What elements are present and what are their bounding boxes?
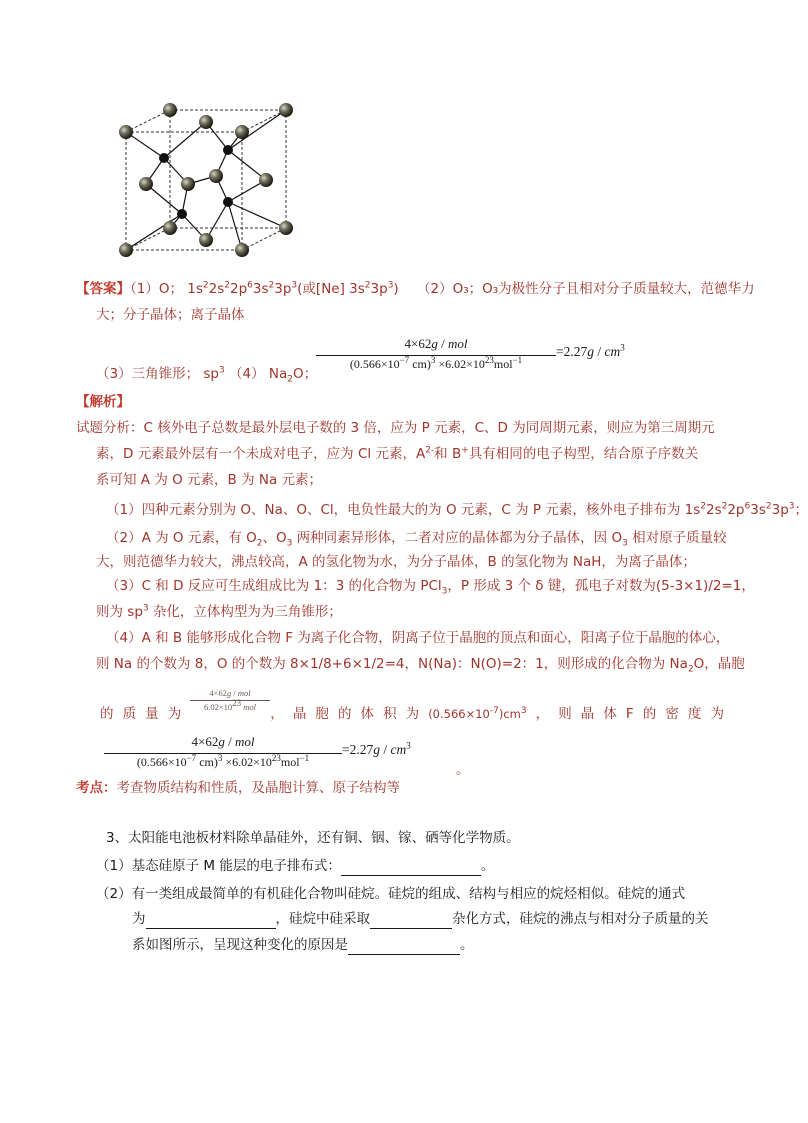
- crystal-structure-image: [112, 100, 308, 262]
- answer-blank-4[interactable]: [348, 940, 460, 955]
- analysis-line-4: （1）四种元素分别为 O、Na、O、Cl，电负性最大的为 O 元素，C 为 P 元素，核外电子排布为 $1s^22s^22p^63s^23p^3$；: [106, 501, 808, 518]
- analysis-line-9: （4）A 和 B 能够形成化合物 F 为离子化合物，阴离子位于晶胞的顶点和面心，阳离子位于晶胞的体心，: [106, 630, 730, 646]
- question-3-part-1: （1）基态硅原子 M 能层的电子排布式： 。: [96, 858, 495, 874]
- analysis-line-3: 系可知 A 为 O 元素，B 为 Na 元素；: [96, 472, 323, 488]
- answer-blank-1[interactable]: [341, 861, 481, 876]
- density-formula-1: 4×62g / mol ($0.566\times 10^{-7}$ $cm)^3 \times 6.02\times 10^{23}mol^{-1}$ $=2.27g / cm^3$: [316, 336, 646, 380]
- analysis-header: 【解析】: [76, 394, 130, 410]
- period-mark: 。: [456, 762, 470, 778]
- analysis-line-5: （2）A 为 O 元素，有 $O_2$、$O_3$ 两种同素异形体，二者对应的晶体都为分子晶体，因 $O_3$ 相对原子质量较: [106, 530, 727, 549]
- answer-blank-3[interactable]: [370, 914, 452, 929]
- analysis-line-11: 的 质 量 为 ， 晶 胞 的 体 积 为 $(0.566\times 10^{-7})cm^3$ ， 则 晶 体 F 的 密 度 为: [100, 706, 724, 722]
- analysis-line-1: 试题分析：C 核外电子总数是最外层电子数的 3 倍，应为 P 元素，C、D 为同周期元素，则应为第三周期元: [76, 420, 715, 436]
- answer-line-2: 大；分子晶体；离子晶体: [96, 307, 245, 323]
- analysis-line-10: 则 Na 的个数为 8，O 的个数为 8×1/8+6×1/2=4，N(Na)：N(O)=2：1，则形成的化合物为 $Na_2O$，晶胞: [96, 656, 745, 675]
- analysis-line-6: 大，则范德华力较大，沸点较高，A 的氢化物为水，为分子晶体，B 的氢化物为 NaH，为离子晶体；: [96, 554, 696, 570]
- cell-mass-formula: 4×62g / mol $6.02\times 10^{23}$ mol: [190, 688, 280, 724]
- question-3-part-2-end: 系如图所示，呈现这种变化的原因是 。: [132, 937, 474, 953]
- answer-blank-2[interactable]: [146, 914, 276, 929]
- question-3-part-2: （2）有一类组成最简单的有机硅化合物叫硅烷。硅烷的组成、结构与相应的烷烃相似。硅烷的通式: [96, 886, 686, 902]
- question-3-part-2-cont: 为 ，硅烷中硅采取 杂化方式，硅烷的沸点与相对分子质量的关: [132, 911, 709, 927]
- density-formula-2: 4×62g / mol ($0.566\times 10^{-7}$ $cm)^3 \times 6.02\times 10^{23}mol^{-1}$ $=2.27g / cm^3$: [104, 734, 444, 778]
- analysis-line-8: 则为 $sp^3$ 杂化，立体构型为为三角锥形；: [96, 603, 342, 620]
- question-3-stem: 3、太阳能电池板材料除单晶硅外，还有铜、铟、镓、硒等化学物质。: [106, 830, 520, 846]
- answer-line-1: 【答案】（1）O； $1s^22s^22p^63s^23p^3$(或[Ne] $3s^23p^3$) （2）O₃；O₃为极性分子且相对分子质量较大，范德华力: [76, 280, 755, 297]
- kaodian-line: 考点：考查物质结构和性质，及晶胞计算、原子结构等: [76, 780, 400, 796]
- analysis-line-2: 素，D 元素最外层有一个未成对电子，应为 Cl 元素，$A^{2-}$和 B+具有相同的电子构型，结合原子序数关: [96, 445, 699, 462]
- answer-line-3: （3）三角锥形； $sp^3$ （4） $Na_2O$；: [96, 365, 318, 385]
- analysis-line-7: （3）C 和 D 反应可生成组成比为 1：3 的化合物为 PCl$_3$，P 形成 3 个 δ 键，孤电子对数为(5-3×1)/2=1，: [106, 578, 755, 597]
